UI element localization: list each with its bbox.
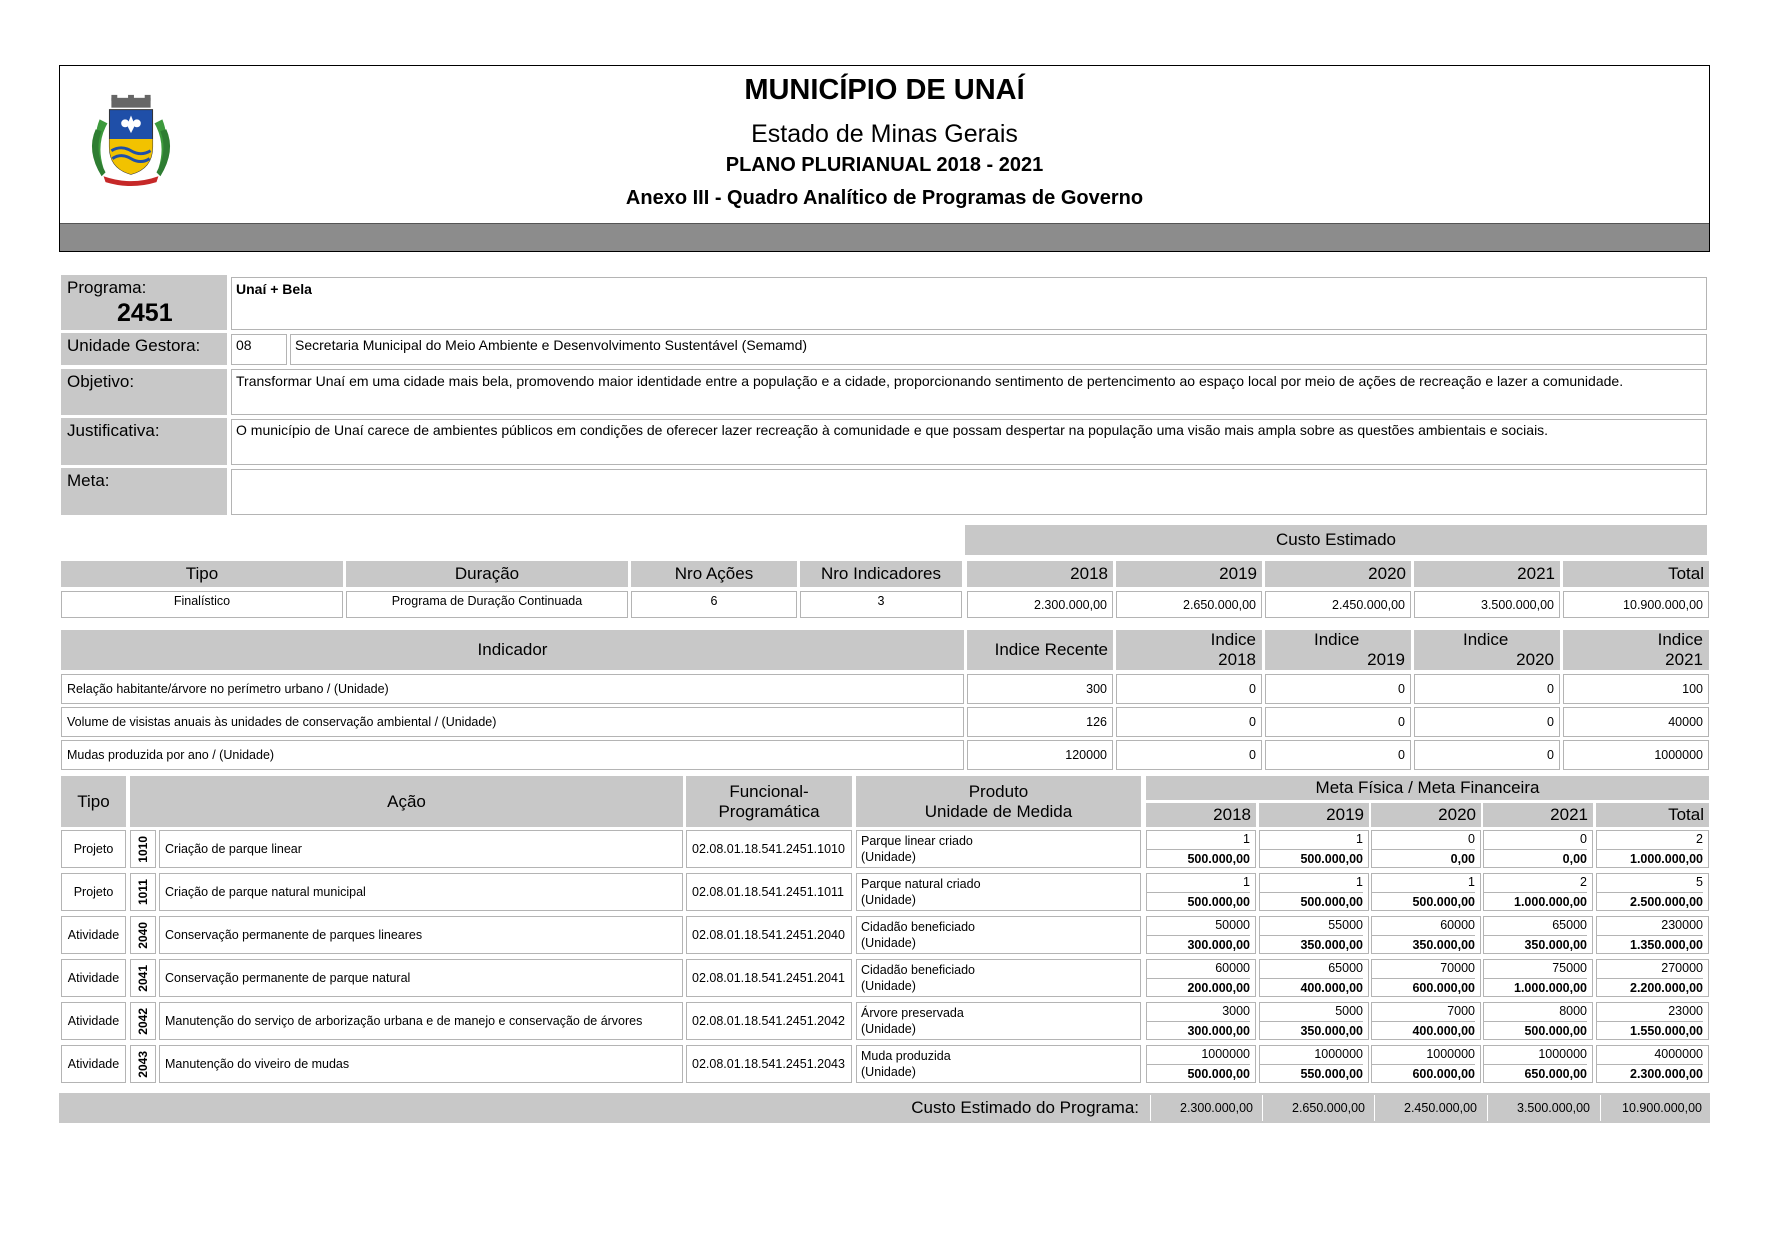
action-product: Parque natural criado xyxy=(861,877,981,891)
physical-goal: 8000 xyxy=(1559,1003,1587,1018)
indicator-value: 0 xyxy=(1414,707,1560,737)
action-type: Projeto xyxy=(61,830,126,868)
action-code: 1011 xyxy=(136,878,150,906)
action-name: Conservação permanente de parque natural xyxy=(159,959,683,997)
action-name: Conservação permanente de parques lineares xyxy=(159,916,683,954)
meta-divider xyxy=(1597,978,1703,979)
footer-total-cost: 2.650.000,00 xyxy=(1262,1095,1370,1121)
action-functional-code: 02.08.01.18.541.2451.2040 xyxy=(686,916,852,954)
action-unit: (Unidade) xyxy=(861,936,916,950)
financial-goal: 1.000.000,00 xyxy=(1514,894,1587,909)
indicator-value: 0 xyxy=(1265,707,1411,737)
meta-cell xyxy=(1596,916,1709,954)
action-code: 2043 xyxy=(136,1050,150,1078)
action-code-cell xyxy=(130,959,156,997)
meta-divider xyxy=(1260,849,1363,850)
financial-goal: 550.000,00 xyxy=(1300,1066,1363,1081)
meta-year-header: 2019 xyxy=(1259,803,1369,827)
summary-value-cell: 3.500.000,00 xyxy=(1414,591,1560,618)
action-code-cell xyxy=(130,830,156,868)
financial-goal: 600.000,00 xyxy=(1412,1066,1475,1081)
meta-divider xyxy=(1372,1021,1475,1022)
action-functional-code: 02.08.01.18.541.2451.1010 xyxy=(686,830,852,868)
action-code: 2042 xyxy=(136,1007,150,1035)
action-code: 2041 xyxy=(136,964,150,992)
action-product: Muda produzida xyxy=(861,1049,951,1063)
action-product-cell xyxy=(856,1002,1141,1040)
meta-cell xyxy=(1483,1045,1593,1083)
municipality-title: MUNICÍPIO DE UNAÍ xyxy=(744,74,1025,106)
objective-label: Objetivo: xyxy=(61,369,227,415)
action-code: 2040 xyxy=(136,921,150,949)
action-name: Manutenção do serviço de arborização urbana e de manejo e conservação de árvores xyxy=(159,1002,683,1040)
financial-goal: 2.200.000,00 xyxy=(1630,980,1703,995)
goal-text xyxy=(231,469,1707,515)
physical-goal: 1 xyxy=(1356,831,1363,846)
action-code-cell xyxy=(130,916,156,954)
meta-divider xyxy=(1260,1064,1363,1065)
meta-divider xyxy=(1372,1064,1475,1065)
action-type-header: Tipo xyxy=(61,776,126,827)
financial-goal: 500.000,00 xyxy=(1187,1066,1250,1081)
meta-cell xyxy=(1596,830,1709,868)
physical-goal: 5 xyxy=(1696,874,1703,889)
annex-title: Anexo III - Quadro Analítico de Programas de Governo xyxy=(625,187,1144,209)
financial-goal: 1.000.000,00 xyxy=(1630,851,1703,866)
meta-cell xyxy=(1371,1002,1481,1040)
index-2018-header-line1: Indice xyxy=(1210,630,1256,649)
meta-cell xyxy=(1483,1002,1593,1040)
financial-goal: 2.300.000,00 xyxy=(1630,1066,1703,1081)
action-product: Cidadão beneficiado xyxy=(861,920,975,934)
action-functional-code: 02.08.01.18.541.2451.1011 xyxy=(686,873,852,911)
action-product-cell xyxy=(856,1045,1141,1083)
action-code: 1010 xyxy=(136,835,150,863)
footer-total-cost: 10.900.000,00 xyxy=(1600,1095,1707,1121)
action-name: Manutenção do viveiro de mudas xyxy=(159,1045,683,1083)
meta-cell xyxy=(1596,873,1709,911)
meta-divider xyxy=(1484,892,1587,893)
summary-header-cell: Nro Indicadores xyxy=(800,561,962,587)
physical-goal: 23000 xyxy=(1668,1003,1703,1018)
physical-goal: 60000 xyxy=(1440,917,1475,932)
summary-value-cell: 6 xyxy=(631,591,797,618)
indicator-value: 0 xyxy=(1116,707,1262,737)
action-unit: (Unidade) xyxy=(861,850,916,864)
physical-goal: 55000 xyxy=(1328,917,1363,932)
meta-cell xyxy=(1146,1045,1256,1083)
financial-goal: 300.000,00 xyxy=(1187,937,1250,952)
financial-goal: 0,00 xyxy=(1450,851,1475,866)
estimated-cost-header: Custo Estimado xyxy=(965,525,1707,555)
physical-goal: 2 xyxy=(1580,874,1587,889)
physical-goal: 7000 xyxy=(1447,1003,1475,1018)
summary-header-cell: Tipo xyxy=(61,561,343,587)
action-type: Atividade xyxy=(61,959,126,997)
goal-label: Meta: xyxy=(61,468,227,515)
physical-goal: 3000 xyxy=(1222,1003,1250,1018)
meta-cell xyxy=(1371,959,1481,997)
financial-goal: 350.000,00 xyxy=(1524,937,1587,952)
physical-goal: 65000 xyxy=(1328,960,1363,975)
meta-cell xyxy=(1259,873,1369,911)
action-product: Cidadão beneficiado xyxy=(861,963,975,977)
physical-goal: 0 xyxy=(1468,831,1475,846)
index-2021-header xyxy=(1563,630,1709,670)
action-name: Criação de parque linear xyxy=(159,830,683,868)
program-label-cell xyxy=(61,275,227,330)
report-header xyxy=(59,65,1710,252)
meta-divider xyxy=(1147,849,1250,850)
footer-total-cost: 3.500.000,00 xyxy=(1487,1095,1595,1121)
index-2021-header-line2: 2021 xyxy=(1665,650,1703,669)
indicator-value: 0 xyxy=(1116,674,1262,704)
action-product: Árvore preservada xyxy=(861,1006,964,1020)
action-functional-code: 02.08.01.18.541.2451.2041 xyxy=(686,959,852,997)
indicator-name: Mudas produzida por ano / (Unidade) xyxy=(61,740,964,770)
index-2019-header-line1: Indice xyxy=(1314,630,1360,649)
summary-value-cell: 2.450.000,00 xyxy=(1265,591,1411,618)
financial-goal: 600.000,00 xyxy=(1412,980,1475,995)
financial-goal: 500.000,00 xyxy=(1412,894,1475,909)
financial-goal: 2.500.000,00 xyxy=(1630,894,1703,909)
financial-goal: 0,00 xyxy=(1562,851,1587,866)
footer-total-cost: 2.450.000,00 xyxy=(1374,1095,1482,1121)
functional-header-line1: Funcional- xyxy=(729,781,809,801)
financial-goal: 500.000,00 xyxy=(1300,851,1363,866)
index-2020-header-line1: Indice xyxy=(1463,630,1509,649)
financial-goal: 300.000,00 xyxy=(1187,1023,1250,1038)
financial-goal: 400.000,00 xyxy=(1412,1023,1475,1038)
action-product-cell xyxy=(856,830,1141,868)
meta-cell xyxy=(1371,873,1481,911)
summary-header-cell: Total xyxy=(1563,561,1709,587)
financial-goal: 500.000,00 xyxy=(1524,1023,1587,1038)
action-product-cell xyxy=(856,959,1141,997)
index-2019-header-line2: 2019 xyxy=(1367,650,1405,669)
index-2018-header-line2: 2018 xyxy=(1218,650,1256,669)
meta-divider xyxy=(1260,935,1363,936)
meta-cell xyxy=(1371,916,1481,954)
physical-goal: 65000 xyxy=(1552,917,1587,932)
meta-cell xyxy=(1146,959,1256,997)
physical-goal: 1 xyxy=(1243,874,1250,889)
indicator-header: Indicador xyxy=(61,630,964,670)
action-functional-code: 02.08.01.18.541.2451.2043 xyxy=(686,1045,852,1083)
action-code-cell xyxy=(130,1045,156,1083)
index-2020-header xyxy=(1414,630,1560,670)
index-2018-header xyxy=(1116,630,1262,670)
summary-value-cell: 2.300.000,00 xyxy=(967,591,1113,618)
meta-divider xyxy=(1147,978,1250,979)
footer-label: Custo Estimado do Programa: xyxy=(911,1098,1139,1117)
meta-divider xyxy=(1484,935,1587,936)
footer-total-cost: 2.300.000,00 xyxy=(1150,1095,1258,1121)
action-type: Atividade xyxy=(61,1045,126,1083)
meta-year-header: 2020 xyxy=(1371,803,1481,827)
financial-goal: 1.000.000,00 xyxy=(1514,980,1587,995)
plan-title: PLANO PLURIANUAL 2018 - 2021 xyxy=(725,154,1044,176)
summary-value-cell: 10.900.000,00 xyxy=(1563,591,1709,618)
financial-goal: 500.000,00 xyxy=(1187,851,1250,866)
physical-goal: 270000 xyxy=(1661,960,1703,975)
meta-divider xyxy=(1147,1021,1250,1022)
program-number: 2451 xyxy=(117,299,173,327)
summary-header-cell: 2020 xyxy=(1265,561,1411,587)
action-name: Criação de parque natural municipal xyxy=(159,873,683,911)
meta-divider xyxy=(1147,892,1250,893)
physical-goal: 70000 xyxy=(1440,960,1475,975)
meta-cell xyxy=(1371,830,1481,868)
meta-cell xyxy=(1259,1045,1369,1083)
indicator-value: 0 xyxy=(1414,674,1560,704)
financial-goal: 350.000,00 xyxy=(1412,937,1475,952)
meta-year-header: Total xyxy=(1596,803,1709,827)
action-unit: (Unidade) xyxy=(861,979,916,993)
indicator-value: 0 xyxy=(1265,674,1411,704)
index-2019-header xyxy=(1265,630,1411,670)
physical-goal: 4000000 xyxy=(1654,1046,1703,1061)
financial-goal: 500.000,00 xyxy=(1300,894,1363,909)
financial-goal: 400.000,00 xyxy=(1300,980,1363,995)
action-code-cell xyxy=(130,873,156,911)
summary-value-cell: 3 xyxy=(800,591,962,618)
meta-cell xyxy=(1483,873,1593,911)
meta-cell xyxy=(1146,873,1256,911)
action-product: Parque linear criado xyxy=(861,834,973,848)
meta-cell xyxy=(1483,959,1593,997)
meta-divider xyxy=(1484,1021,1587,1022)
physical-goal: 1000000 xyxy=(1314,1046,1363,1061)
financial-goal: 650.000,00 xyxy=(1524,1066,1587,1081)
meta-divider xyxy=(1260,1021,1363,1022)
meta-divider xyxy=(1372,849,1475,850)
meta-cell xyxy=(1371,1045,1481,1083)
financial-goal: 500.000,00 xyxy=(1187,894,1250,909)
summary-header-cell: 2019 xyxy=(1116,561,1262,587)
index-2021-header-line1: Indice xyxy=(1657,630,1703,649)
physical-goal: 5000 xyxy=(1335,1003,1363,1018)
recent-index-header: Indice Recente xyxy=(967,630,1113,670)
meta-divider xyxy=(1147,935,1250,936)
meta-cell xyxy=(1259,916,1369,954)
header-band xyxy=(60,223,1709,251)
physical-goal: 1000000 xyxy=(1426,1046,1475,1061)
meta-divider xyxy=(1372,978,1475,979)
indicator-value: 0 xyxy=(1116,740,1262,770)
summary-value-cell: Finalístico xyxy=(61,591,343,618)
indicator-value: 300 xyxy=(967,674,1113,704)
financial-goal: 1.350.000,00 xyxy=(1630,937,1703,952)
action-type: Projeto xyxy=(61,873,126,911)
meta-divider xyxy=(1597,849,1703,850)
physical-goal: 60000 xyxy=(1215,960,1250,975)
meta-divider xyxy=(1597,1021,1703,1022)
meta-cell xyxy=(1596,959,1709,997)
justification-text: O município de Unaí carece de ambientes públicos em condições de oferecer lazer recreação à comunidade e que possam despertar na população uma visão mais ampla sobre as questões ambientais e sociais. xyxy=(231,419,1707,465)
action-type: Atividade xyxy=(61,1002,126,1040)
meta-divider xyxy=(1372,935,1475,936)
meta-cell xyxy=(1146,830,1256,868)
summary-header-cell: 2021 xyxy=(1414,561,1560,587)
indicator-value: 0 xyxy=(1265,740,1411,770)
meta-cell xyxy=(1596,1002,1709,1040)
objective-text: Transformar Unaí em uma cidade mais bela, promovendo maior identidade entre a população e a cidade, proporcionando sentimento de pertencimento ao espaço local por meio de ações de recreação e lazer a comunidade. xyxy=(231,369,1707,415)
meta-cell xyxy=(1259,830,1369,868)
indicator-value: 1000000 xyxy=(1563,740,1709,770)
meta-cell xyxy=(1596,1045,1709,1083)
physical-goal: 75000 xyxy=(1552,960,1587,975)
meta-cell xyxy=(1259,959,1369,997)
meta-cell xyxy=(1483,916,1593,954)
action-product-cell xyxy=(856,873,1141,911)
meta-divider xyxy=(1484,849,1587,850)
functional-header-line2: Programática xyxy=(718,801,820,821)
physical-goal: 1 xyxy=(1356,874,1363,889)
physical-goal: 1 xyxy=(1468,874,1475,889)
indicator-value: 40000 xyxy=(1563,707,1709,737)
summary-value-cell: 2.650.000,00 xyxy=(1116,591,1262,618)
meta-year-header: 2018 xyxy=(1146,803,1256,827)
meta-divider xyxy=(1484,1064,1587,1065)
indicator-value: 120000 xyxy=(967,740,1113,770)
meta-divider xyxy=(1147,1064,1250,1065)
financial-goal: 350.000,00 xyxy=(1300,1023,1363,1038)
physical-goal: 0 xyxy=(1580,831,1587,846)
meta-header: Meta Física / Meta Financeira xyxy=(1146,776,1709,800)
indicator-value: 0 xyxy=(1414,740,1560,770)
physical-goal: 1000000 xyxy=(1201,1046,1250,1061)
product-header-line1: Produto xyxy=(968,781,1029,801)
meta-cell xyxy=(1259,1002,1369,1040)
meta-cell xyxy=(1483,830,1593,868)
program-label: Programa: xyxy=(67,278,147,297)
summary-header-cell: Nro Ações xyxy=(631,561,797,587)
action-functional-code: 02.08.01.18.541.2451.2042 xyxy=(686,1002,852,1040)
unit-name: Secretaria Municipal do Meio Ambiente e Desenvolvimento Sustentável (Semamd) xyxy=(290,334,1707,365)
unit-code: 08 xyxy=(231,334,287,365)
unit-label: Unidade Gestora: xyxy=(61,333,227,365)
summary-value-cell: Programa de Duração Continuada xyxy=(346,591,628,618)
physical-goal: 50000 xyxy=(1215,917,1250,932)
summary-header-cell: 2018 xyxy=(967,561,1113,587)
meta-divider xyxy=(1597,935,1703,936)
meta-divider xyxy=(1597,892,1703,893)
meta-divider xyxy=(1260,892,1363,893)
financial-goal: 350.000,00 xyxy=(1300,937,1363,952)
indicator-name: Volume de visistas anuais às unidades de conservação ambiental / (Unidade) xyxy=(61,707,964,737)
financial-goal: 200.000,00 xyxy=(1187,980,1250,995)
indicator-value: 126 xyxy=(967,707,1113,737)
meta-cell xyxy=(1146,916,1256,954)
meta-divider xyxy=(1484,978,1587,979)
action-unit: (Unidade) xyxy=(861,893,916,907)
action-code-cell xyxy=(130,1002,156,1040)
meta-divider xyxy=(1597,1064,1703,1065)
action-type: Atividade xyxy=(61,916,126,954)
physical-goal: 2 xyxy=(1696,831,1703,846)
program-name: Unaí + Bela xyxy=(231,277,1707,330)
action-unit: (Unidade) xyxy=(861,1022,916,1036)
product-header-line2: Unidade de Medida xyxy=(924,801,1073,821)
meta-divider xyxy=(1260,978,1363,979)
action-unit: (Unidade) xyxy=(861,1065,916,1079)
index-2020-header-line2: 2020 xyxy=(1516,650,1554,669)
functional-header xyxy=(686,776,852,827)
state-subtitle: Estado de Minas Gerais xyxy=(751,120,1018,148)
financial-goal: 1.550.000,00 xyxy=(1630,1023,1703,1038)
meta-year-header: 2021 xyxy=(1483,803,1593,827)
summary-header-cell: Duração xyxy=(346,561,628,587)
product-header xyxy=(856,776,1141,827)
indicator-name: Relação habitante/árvore no perímetro urbano / (Unidade) xyxy=(61,674,964,704)
meta-divider xyxy=(1372,892,1475,893)
meta-cell xyxy=(1146,1002,1256,1040)
action-product-cell xyxy=(856,916,1141,954)
action-header: Ação xyxy=(130,776,683,827)
physical-goal: 1000000 xyxy=(1538,1046,1587,1061)
physical-goal: 1 xyxy=(1243,831,1250,846)
physical-goal: 230000 xyxy=(1661,917,1703,932)
indicator-value: 100 xyxy=(1563,674,1709,704)
justification-label: Justificativa: xyxy=(61,418,227,465)
